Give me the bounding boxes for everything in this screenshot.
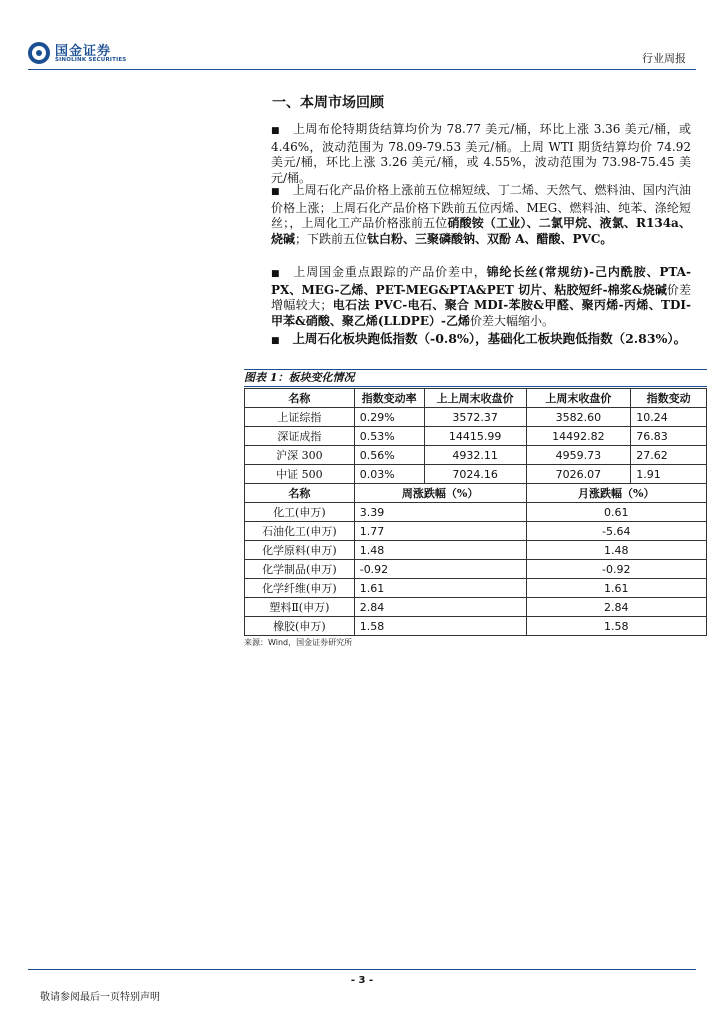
paragraph-text: 上周石化产品价格上涨前五位棉短绒、丁二烯、天然气、燃料油、国内汽油价格上涨；上周石化产品价格下跌前五位丙烯、MEG、燃料油、纯苯、涤纶短丝；，上周化工产品价格涨前五位: [271, 183, 691, 230]
weekly-change: 3.39: [354, 503, 526, 522]
prev-close: 7024.16: [424, 465, 526, 484]
paragraph-oil-price: [271, 122, 691, 186]
sector-name: 塑料Ⅱ(申万): [245, 598, 355, 617]
footer-divider: [28, 969, 696, 970]
bullet-icon: ■: [271, 126, 280, 136]
footer-disclaimer: 敬请参阅最后一页特别声明: [40, 992, 160, 1003]
table-row: [245, 465, 707, 484]
sector-name: 橡胶(申万): [245, 617, 355, 636]
index-change-rate: 0.56%: [354, 446, 424, 465]
weekly-change: 1.77: [354, 522, 526, 541]
paragraph-text: 上周石化板块跑低指数（-0.8%），基础化工板块跑低指数（2.83%）。: [292, 331, 687, 346]
weekly-change: 1.61: [354, 579, 526, 598]
bullet-icon: ■: [271, 269, 281, 279]
index-change: 76.83: [631, 427, 707, 446]
header-cell: 指数变动: [631, 389, 707, 408]
monthly-change: 1.48: [526, 541, 706, 560]
index-change-rate: 0.03%: [354, 465, 424, 484]
logo-icon: [28, 42, 50, 64]
monthly-change: 1.58: [526, 617, 706, 636]
table-row: [245, 522, 707, 541]
table-row: [245, 560, 707, 579]
section-title: 一、本周市场回顾: [272, 95, 384, 111]
paragraph-spreads: [271, 265, 691, 329]
table-header-row: [245, 484, 707, 503]
weekly-change: 1.58: [354, 617, 526, 636]
bullet-icon: ■: [271, 336, 280, 346]
paragraph-emphasis: 锦纶长丝(常规纺)-己内酰胺、PTA-PX、MEG-乙烯、PET-MEG&PTA&PET 切片、粘胶短纤-棉浆&烧碱: [271, 265, 691, 297]
table-source: 来源：Wind，国金证券研究所: [244, 638, 353, 647]
logo-english-name: SINOLINK SECURITIES: [55, 57, 127, 63]
index-change: 10.24: [631, 408, 707, 427]
monthly-change: -5.64: [526, 522, 706, 541]
header-cell: 月涨跌幅（%）: [526, 484, 706, 503]
weekly-change: -0.92: [354, 560, 526, 579]
monthly-change: 0.61: [526, 503, 706, 522]
sector-name: 化学原料(申万): [245, 541, 355, 560]
table-row: [245, 579, 707, 598]
index-change: 27.62: [631, 446, 707, 465]
table-row: [245, 408, 707, 427]
last-close: 3582.60: [526, 408, 631, 427]
monthly-change: -0.92: [526, 560, 706, 579]
report-type: 行业周报: [642, 52, 686, 65]
weekly-change: 1.48: [354, 541, 526, 560]
paragraph-sector-performance: [271, 331, 691, 350]
header-cell: 上周末收盘价: [526, 389, 631, 408]
monthly-change: 1.61: [526, 579, 706, 598]
sector-name: 化学纤维(申万): [245, 579, 355, 598]
index-name: 中证 500: [245, 465, 355, 484]
paragraph-emphasis: 硝酸铵（工业）、二氯甲烷、液氯、R134a、烧碱: [271, 216, 691, 246]
index-name: 沪深 300: [245, 446, 355, 465]
table-header-row: [245, 389, 707, 408]
table-row: [245, 427, 707, 446]
sector-name: 化学制品(申万): [245, 560, 355, 579]
last-close: 7026.07: [526, 465, 631, 484]
index-change-rate: 0.53%: [354, 427, 424, 446]
header-divider: [28, 69, 696, 70]
sector-name: 化工(申万): [245, 503, 355, 522]
bullet-icon: ■: [271, 187, 280, 197]
sector-name: 石油化工(申万): [245, 522, 355, 541]
table-row: [245, 617, 707, 636]
table-row: [245, 541, 707, 560]
header-cell: 周涨跌幅（%）: [354, 484, 526, 503]
prev-close: 3572.37: [424, 408, 526, 427]
table-row: [245, 598, 707, 617]
table-row: [245, 503, 707, 522]
index-name: 深证成指: [245, 427, 355, 446]
index-change: 1.91: [631, 465, 707, 484]
header-cell: 名称: [245, 484, 355, 503]
last-close: 14492.82: [526, 427, 631, 446]
header-cell: 指数变动率: [354, 389, 424, 408]
paragraph-text: 上周布伦特期货结算均价为 78.77 美元/桶，环比上涨 3.36 美元/桶，或 4.46%，波动范围为 78.09-79.53 美元/桶。上周 WTI 期货结算均价 74.92 美元/桶，环比上涨 3.26 美元/桶，或 4.55%，波动范围为 73.98-75.45 美元/桶。: [271, 122, 691, 185]
prev-close: 14415.99: [424, 427, 526, 446]
index-change-rate: 0.29%: [354, 408, 424, 427]
last-close: 4959.73: [526, 446, 631, 465]
paragraph-text: 价差增幅较大；: [271, 282, 691, 312]
company-logo: [28, 42, 138, 68]
paragraph-text: 价差大幅缩小。: [469, 313, 554, 328]
header-cell: 上上周末收盘价: [424, 389, 526, 408]
index-name: 上证综指: [245, 408, 355, 427]
prev-close: 4932.11: [424, 446, 526, 465]
paragraph-emphasis: 钛白粉、三聚磷酸钠、双酚 A、醋酸、PVC。: [367, 231, 613, 246]
logo-chinese-name: 国金证券: [55, 44, 112, 59]
paragraph-product-prices: [271, 183, 691, 247]
page-number: - 3 -: [350, 975, 374, 986]
monthly-change: 2.84: [526, 598, 706, 617]
table-caption: 图表 1：板块变化情况: [244, 369, 707, 387]
paragraph-text: ；下跌前五位: [295, 231, 368, 246]
paragraph-text: 上周国金重点跟踪的产品价差中，: [293, 265, 487, 279]
sector-change-table: [244, 388, 707, 636]
paragraph-emphasis: 电石法 PVC-电石、聚合 MDI-苯胺&甲醛、聚丙烯-丙烯、TDI-甲苯&硝酸、聚乙烯(LLDPE）-乙烯: [271, 298, 691, 328]
table-row: [245, 446, 707, 465]
header-cell: 名称: [245, 389, 355, 408]
weekly-change: 2.84: [354, 598, 526, 617]
